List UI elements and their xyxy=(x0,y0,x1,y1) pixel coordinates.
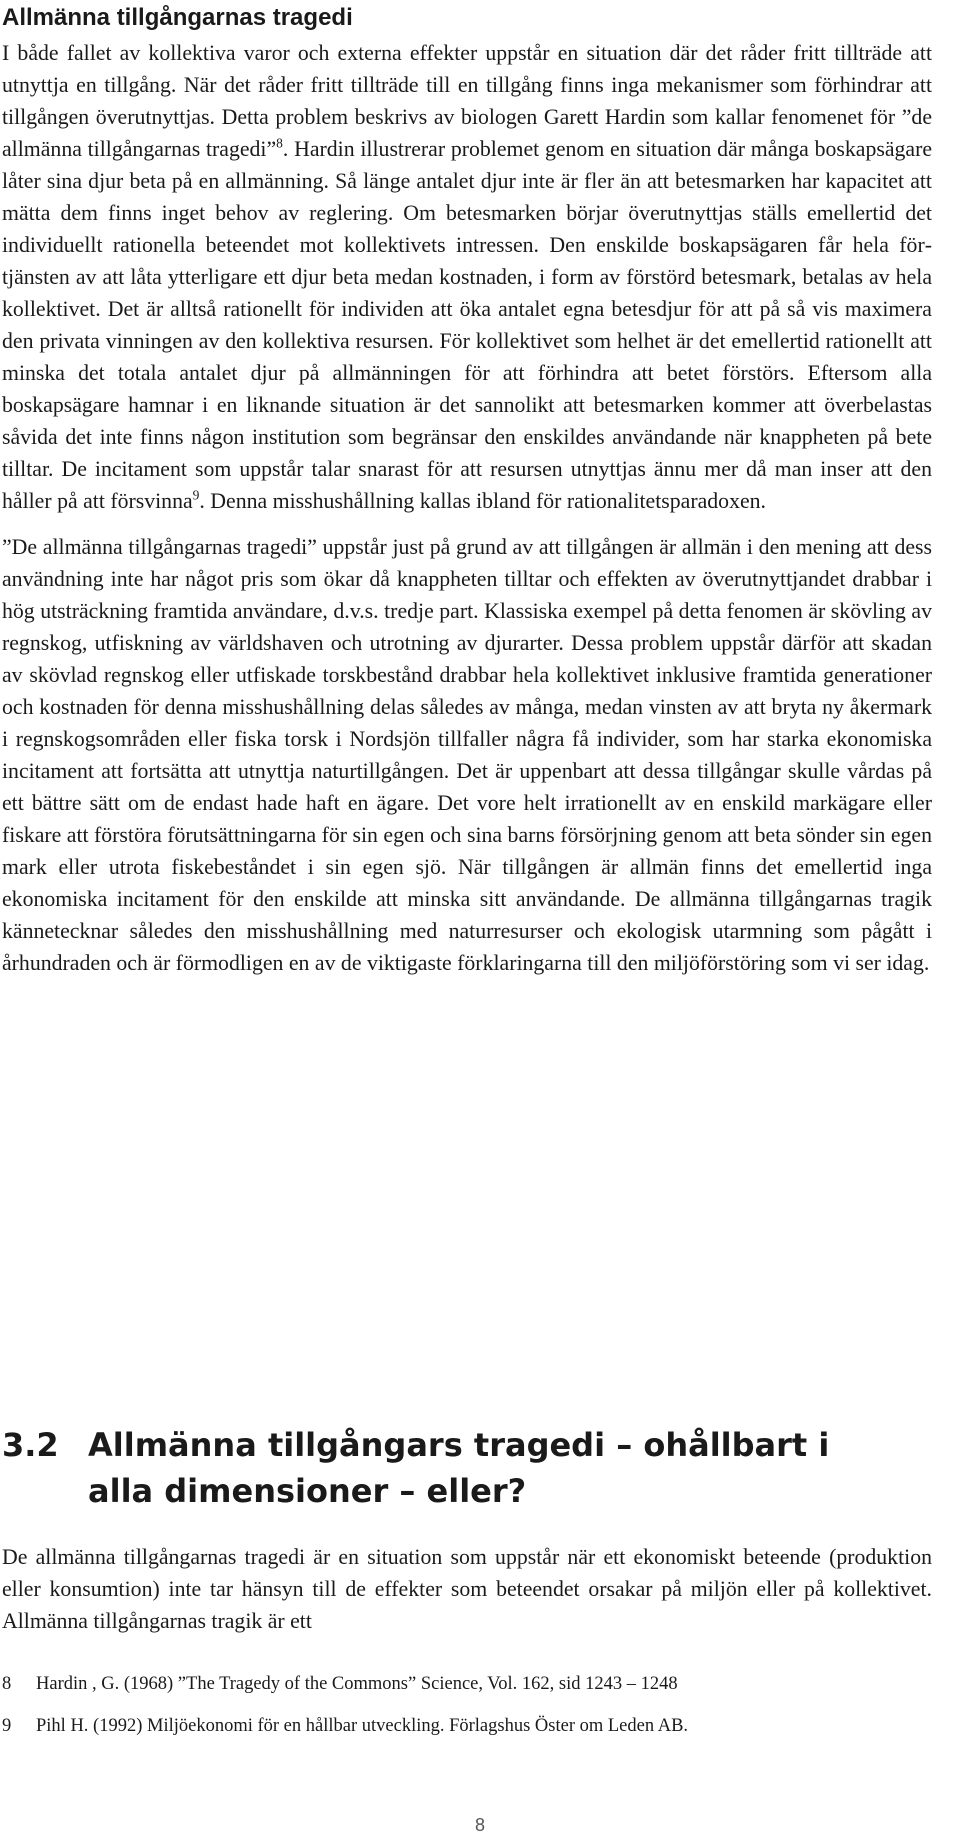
paragraph-2: ”De allmänna tillgångarnas tragedi” uppstår just på grund av att tillgången är allmän i den mening att dess användning inte har något pris som ökar då knappheten tilltar och effekten av överutnyttjandet drabbar i hög utsträckning framtida användare, d.v.s. tredje part. Klassiska exempel på detta fenomen är skövling av regnskog, utfiskning av världshaven och utrotning av djurarter. Dessa problem uppstår därför att skadan av skövlad regnskog eller utfiskade torskbestånd drabbar hela kollektivet inklusive framtida generationer och kostnaden för denna misshushållning delas således av många, medan vinsten av att bryta ny åkermark i regnskogsområden eller fiska torsk i Nordsjön tillfaller några få individer, som har starka ekonomiska incitament att fortsätta att utnyttja naturtillgången. Det är uppenbart att dessa tillgångar skulle vårdas på ett bättre sätt om de endast hade haft en ägare. Det vore helt irrationellt av en enskild markägare eller fiskare att förstöra förutsättningarna för sin egen och sina barns försörjning genom att beta sönder sin egen mark eller utrota fiskebeståndet i sin egen sjö. När tillgången är allmän finns det emellertid inga ekonomiska incitament för den enskilde att minska sitt användande. De allmänna tillgångarnas tragik kännetecknar således den misshushållning med naturresurser och ekologisk utarmning som pågått i århundraden och är förmodligen en av de viktigaste förklaringarna till den miljöförstöring som vi ser idag. xyxy=(2,535,932,975)
page-number: 8 xyxy=(474,1815,485,1835)
section-heading: Allmänna tillgångarnas tragedi xyxy=(2,4,353,31)
footnote-text: Pihl H. (1992) Miljöekonomi för en hållbar utveckling. Förlagshus Öster om Leden AB. xyxy=(36,1716,689,1736)
subsection-title: Allmänna tillgångars tragedi – ohållbart i alla dimensioner – eller? xyxy=(88,1426,830,1510)
main-text-column xyxy=(2,0,932,979)
paragraph-1-part-a: I både fallet av kollektiva varor och externa effekter uppstår en situation där det råder fritt tillträde att utnyttja en tillgång. När det råder fritt tillträde till en tillgång finns inga mekanismer som förhindrar att tillgången överutnyttjas. Detta problem beskrivs av biologen Garett Hardin som kallar fenomenet för ”de allmänna tillgångarnas tragedi” xyxy=(2,41,932,161)
paragraph-1 xyxy=(2,37,932,517)
footnote-text: Hardin , G. (1968) ”The Tragedy of the Commons” Science, Vol. 162, sid 1243 – 1248 xyxy=(36,1674,678,1694)
paragraph-3: De allmänna tillgångarnas tragedi är en situation som uppstår när ett ekonomiskt beteende (produktion eller konsumtion) inte tar hänsyn till de effekter som beteendet orsakar på miljön eller på kollektivet. Allmänna tillgångarnas tragik är ett xyxy=(2,1545,932,1633)
subsection-heading xyxy=(2,1422,902,1514)
paragraph-1-part-c: . Denna misshushållning kallas ibland för rationalitetsparadoxen. xyxy=(199,489,766,513)
footnote-ref-8[interactable]: 8 xyxy=(276,135,283,151)
footnote-number: 8 xyxy=(2,1674,12,1694)
footnote-number: 9 xyxy=(2,1716,12,1736)
footnote-9 xyxy=(2,1714,932,1738)
paragraph-1-part-b: . Hardin illustrerar problemet genom en situation där många boskapsägare låter sina djur beta på en allmänning. Så länge antalet djur inte är fler än att betesmarken har kapacitet att mätta dem finns inget behov av reglering. Om betesmarken börjar överutnyttjas ställs emellertid det individuellt rationella beteendet mot kollektivets intressen. Den enskilde boskapsägaren får hela förtjänsten av att låta ytterligare ett djur beta medan kostnaden, i form av förstörd betesmark, betalas av hela kollektivet. Det är alltså rationellt för individen att öka antalet egna betesdjur för att på så vis maximera den privata vinningen av den kollektiva resursen. För kollektivet som helhet är det emellertid rationellt att minska det totala antalet djur på allmänningen för att förhindra att betet förstörs. Eftersom alla boskapsägare hamnar i en liknande situation är det sannolikt att betesmarken kommer att överbelastas såvida det inte finns någon institution som begränsar den enskildes användande när knappheten på bete tilltar. De incitament som uppstår talar snarast för att resursen utnyttjas ännu mer då man inser att den håller på att försvinna xyxy=(2,137,933,513)
subsection-number: 3.2 xyxy=(2,1426,59,1464)
footnote-separator xyxy=(2,1659,242,1660)
footnote-8 xyxy=(2,1672,932,1696)
footnote-ref-9[interactable]: 9 xyxy=(192,487,200,503)
